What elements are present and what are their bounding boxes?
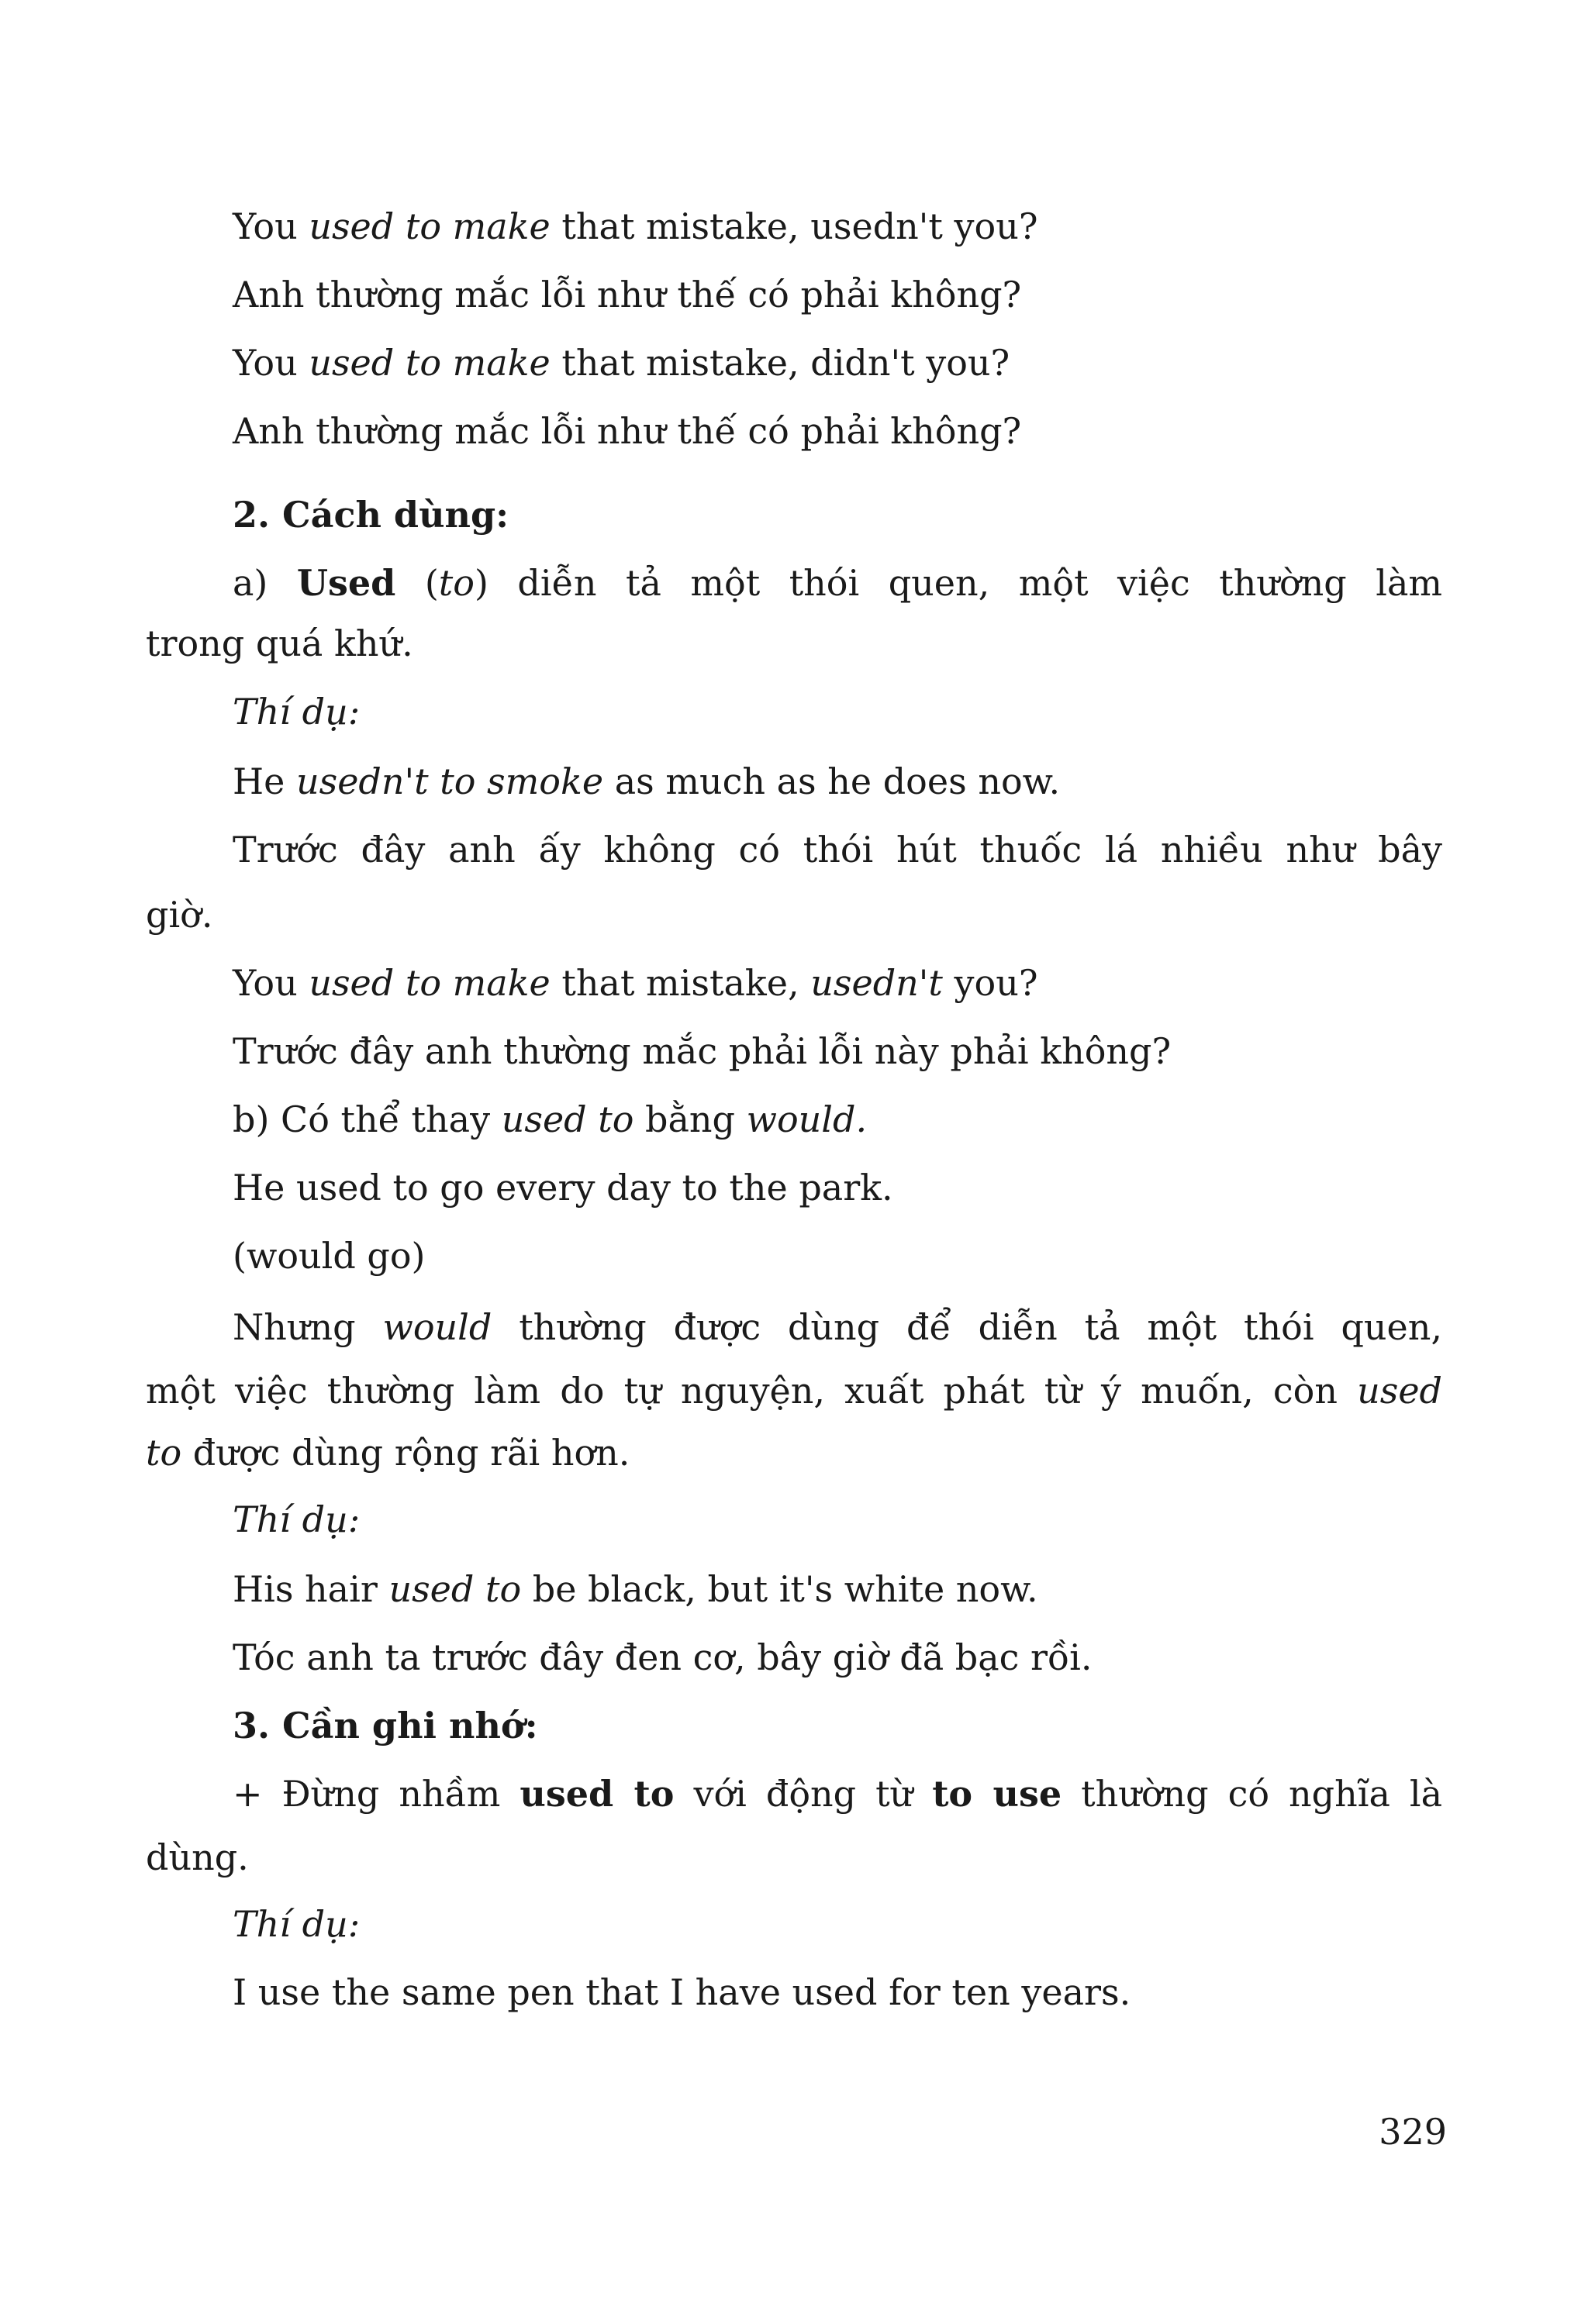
example-translation: Anh thường mắc lỗi như thế có phải không? [233,410,1022,452]
example-sentence: I use the same pen that I have used for ten years. [233,1971,1131,2013]
example-sentence: You used to make that mistake, usedn't you? [233,962,1038,1004]
example-sentence: He usedn't to smoke as much as he does now. [233,760,1061,802]
section-heading-usage: 2. Cách dùng: [233,494,509,536]
example-sentence: You used to make that mistake, usedn't you? [233,205,1038,247]
example-label: Thí dụ: [233,691,361,733]
remember-rule-continuation: dùng. [146,1836,249,1878]
example-alternative: (would go) [233,1235,426,1277]
usage-point-a-continuation: trong quá khứ. [146,622,413,664]
usage-point-b: b) Có thể thay used to bằng would. [233,1098,868,1140]
example-sentence: You used to make that mistake, didn't you? [233,342,1010,384]
usage-note: Nhưng would thường được dùng để diễn tả một thói quen, [233,1306,1442,1348]
example-sentence: His hair used to be black, but it's white now. [233,1568,1038,1610]
example-label: Thí dụ: [233,1498,361,1540]
usage-note-continuation: một việc thường làm do tự nguyện, xuất phát từ ý muốn, còn used [146,1370,1442,1412]
example-translation: Tóc anh ta trước đây đen cơ, bây giờ đã bạc rồi. [233,1636,1093,1678]
remember-rule: + Đừng nhầm used to với động từ to use thường có nghĩa là [233,1773,1443,1815]
example-label: Thí dụ: [233,1903,361,1945]
usage-point-a: a) Used (to) diễn tả một thói quen, một việc thường làm [233,562,1442,604]
example-translation: Anh thường mắc lỗi như thế có phải không? [233,274,1022,315]
page-number: 329 [1379,2111,1447,2153]
section-heading-remember: 3. Cần ghi nhớ: [233,1705,538,1746]
example-translation-continuation: giờ. [146,894,213,936]
example-translation: Trước đây anh ấy không có thói hút thuốc lá nhiều như bây [233,829,1442,871]
usage-note-continuation: to được dùng rộng rãi hơn. [146,1432,630,1474]
example-sentence: He used to go every day to the park. [233,1167,893,1209]
example-translation: Trước đây anh thường mắc phải lỗi này phải không? [233,1030,1172,1072]
